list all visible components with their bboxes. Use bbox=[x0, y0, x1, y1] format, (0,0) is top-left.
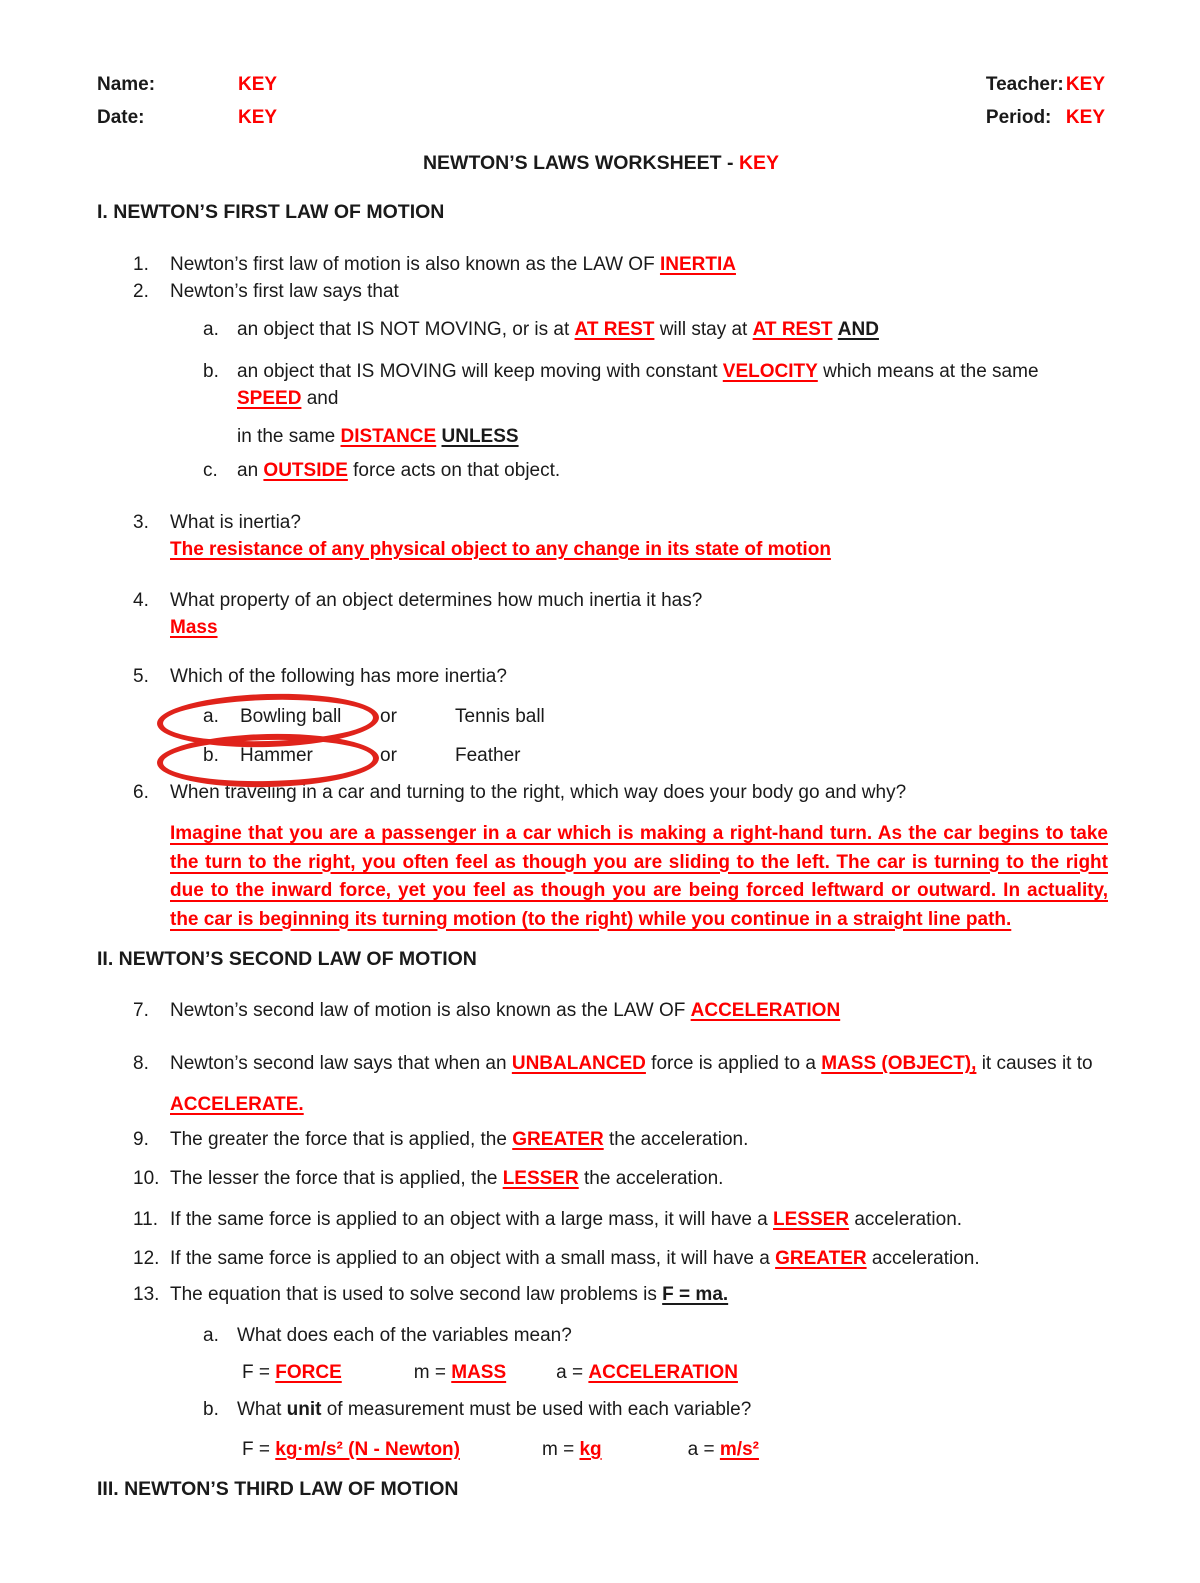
option-a-choice: Bowling ball bbox=[240, 706, 342, 727]
question-7 bbox=[133, 997, 1105, 1024]
f-unit-group: F = kg·m/s² (N - Newton) bbox=[242, 1439, 460, 1460]
period-value: KEY bbox=[1065, 107, 1105, 128]
answer-inertia: INERTIA bbox=[659, 254, 736, 275]
question-13a-letter: a. bbox=[203, 1325, 219, 1346]
answer-unbalanced: UNBALANCED bbox=[511, 1053, 646, 1074]
question-1-text: Newton’s first law of motion is also known as the LAW OF INERTIA bbox=[170, 254, 736, 275]
question-13b-letter: b. bbox=[203, 1399, 219, 1420]
question-9 bbox=[133, 1126, 1105, 1153]
equation-f-ma: F = ma. bbox=[662, 1284, 729, 1305]
question-12-number: 12. bbox=[133, 1248, 160, 1269]
option-a-letter: a. bbox=[203, 706, 219, 727]
question-2 bbox=[133, 278, 1105, 305]
question-13b bbox=[203, 1396, 1105, 1423]
emphasis-unit: unit bbox=[286, 1399, 322, 1420]
option-b-choice: Hammer bbox=[240, 745, 313, 766]
question-8-text: Newton’s second law says that when an UNBALANCED force is applied to a MASS (OBJECT), it causes it to bbox=[170, 1053, 1093, 1074]
worksheet-title-key: KEY bbox=[738, 152, 780, 174]
question-6-text: When traveling in a car and turning to the right, which way does your body go and why? bbox=[170, 782, 907, 803]
answer-greater-12: GREATER bbox=[775, 1248, 867, 1269]
answer-mass-object: MASS (OBJECT), bbox=[821, 1053, 977, 1074]
section-1-heading: I. NEWTON’S FIRST LAW OF MOTION bbox=[97, 201, 445, 223]
answer-distance: DISTANCE bbox=[340, 426, 437, 447]
question-2b-text: an object that IS MOVING will keep moving with constant VELOCITY which means at the same SPEED and bbox=[237, 361, 1039, 409]
question-6-number: 6. bbox=[133, 782, 149, 803]
option-b-or: or bbox=[380, 745, 397, 766]
option-a-alt: Tennis ball bbox=[455, 706, 545, 727]
question-10 bbox=[133, 1165, 1105, 1192]
header-right bbox=[986, 68, 1105, 134]
option-a-or: or bbox=[380, 706, 397, 727]
question-2b bbox=[203, 358, 1105, 412]
period-row bbox=[986, 101, 1105, 134]
option-b-letter: b. bbox=[203, 745, 219, 766]
answer-acceleration: ACCELERATION bbox=[690, 1000, 841, 1021]
question-13a-text: What does each of the variables mean? bbox=[237, 1325, 572, 1346]
header bbox=[97, 68, 1105, 134]
answer-acceleration-var: ACCELERATION bbox=[588, 1362, 738, 1383]
answer-mass: Mass bbox=[170, 617, 218, 638]
question-3 bbox=[133, 509, 1105, 563]
question-5-text: Which of the following has more inertia? bbox=[170, 666, 507, 687]
question-13-number: 13. bbox=[133, 1284, 160, 1305]
question-2a-letter: a. bbox=[203, 319, 219, 340]
question-5 bbox=[133, 663, 1105, 690]
question-3-number: 3. bbox=[133, 512, 149, 533]
question-13b-text: What unit of measurement must be used with each variable? bbox=[237, 1399, 752, 1420]
answer-velocity: VELOCITY bbox=[722, 361, 818, 382]
question-4-number: 4. bbox=[133, 590, 149, 611]
name-label: Name: bbox=[97, 74, 156, 95]
option-b-alt: Feather bbox=[455, 745, 521, 766]
answer-lesser-10: LESSER bbox=[502, 1168, 579, 1189]
question-4 bbox=[133, 587, 1105, 641]
question-13a bbox=[203, 1322, 1105, 1349]
section-2-heading: II. NEWTON’S SECOND LAW OF MOTION bbox=[97, 948, 477, 970]
question-2c-letter: c. bbox=[203, 460, 218, 481]
question-2-text: Newton’s first law says that bbox=[170, 281, 399, 302]
question-4-text: What property of an object determines how much inertia it has? Mass bbox=[170, 590, 703, 638]
variables-meaning-row bbox=[242, 1359, 1105, 1386]
question-1 bbox=[133, 251, 1105, 278]
date-label: Date: bbox=[97, 107, 145, 128]
question-8-number: 8. bbox=[133, 1053, 149, 1074]
teacher-label: Teacher: bbox=[985, 74, 1064, 95]
answer-at-rest-2: AT REST bbox=[752, 319, 833, 340]
question-10-number: 10. bbox=[133, 1168, 160, 1189]
name-value: KEY bbox=[238, 74, 278, 95]
question-3-text: What is inertia? The resistance of any physical object to any change in its state of motion bbox=[170, 512, 831, 560]
question-6 bbox=[133, 779, 1105, 806]
date-row bbox=[97, 101, 277, 134]
worksheet-title-text: NEWTON’S LAWS WORKSHEET - bbox=[422, 152, 739, 174]
m-unit-group: m = kg bbox=[541, 1439, 602, 1460]
name-row bbox=[97, 68, 277, 101]
period-label: Period: bbox=[985, 107, 1052, 128]
question-12-text: If the same force is applied to an object with a small mass, it will have a GREATER acceleration. bbox=[170, 1248, 980, 1269]
question-7-text: Newton’s second law of motion is also known as the LAW OF ACCELERATION bbox=[170, 1000, 841, 1021]
m-group: m = MASS bbox=[413, 1362, 507, 1383]
question-13 bbox=[133, 1281, 1105, 1308]
question-8 bbox=[133, 1050, 1105, 1077]
emphasis-unless: UNLESS bbox=[441, 426, 519, 447]
answer-kg-unit: kg bbox=[579, 1439, 602, 1460]
question-2b-line2: in the same DISTANCE UNLESS bbox=[237, 426, 519, 447]
worksheet-title bbox=[97, 150, 1105, 177]
answer-force: FORCE bbox=[275, 1362, 342, 1383]
section-3-heading: III. NEWTON’S THIRD LAW OF MOTION bbox=[97, 1478, 459, 1500]
answer-accelerate: ACCELERATE. bbox=[170, 1094, 304, 1115]
teacher-value: KEY bbox=[1065, 74, 1105, 95]
answer-outside: OUTSIDE bbox=[263, 460, 348, 481]
question-12 bbox=[133, 1245, 1105, 1272]
question-2b-letter: b. bbox=[203, 361, 219, 382]
a-group: a = ACCELERATION bbox=[556, 1362, 738, 1383]
teacher-row bbox=[986, 68, 1105, 101]
answer-greater-9: GREATER bbox=[512, 1129, 604, 1150]
question-11 bbox=[133, 1206, 1105, 1233]
question-10-text: The lesser the force that is applied, the LESSER the acceleration. bbox=[170, 1168, 724, 1189]
answer-at-rest-1: AT REST bbox=[574, 319, 655, 340]
answer-newton-unit: kg·m/s² (N - Newton) bbox=[275, 1439, 460, 1460]
header-left bbox=[97, 68, 277, 134]
question-2a-text: an object that IS NOT MOVING, or is at AT REST will stay at AT REST AND bbox=[237, 319, 879, 340]
answer-speed: SPEED bbox=[237, 388, 302, 409]
question-2a bbox=[203, 316, 1105, 343]
f-group: F = FORCE bbox=[242, 1362, 342, 1383]
answer-6-paragraph: Imagine that you are a passenger in a car which is making a right-hand turn. As the car begins to take the turn to the right, you often feel as though you are sliding to the left. The car is turning to the right due to the inward force, yet you feel as though you are being forced leftward or outward. In actuality, the car is beginning its turning motion (to the right) while you continue in a straight line path. bbox=[170, 823, 1108, 930]
emphasis-and: AND bbox=[837, 319, 879, 340]
question-2c-text: an OUTSIDE force acts on that object. bbox=[237, 460, 561, 481]
answer-mass-var: MASS bbox=[451, 1362, 507, 1383]
option-row-b bbox=[203, 742, 1105, 769]
a-unit-group: a = m/s² bbox=[687, 1439, 759, 1460]
question-2-number: 2. bbox=[133, 281, 149, 302]
question-13-text: The equation that is used to solve second law problems is F = ma. bbox=[170, 1284, 729, 1305]
question-11-number: 11. bbox=[133, 1209, 159, 1230]
date-value: KEY bbox=[238, 107, 278, 128]
variables-units-row bbox=[242, 1436, 1105, 1463]
question-5-options bbox=[203, 703, 1105, 769]
option-row-a bbox=[203, 703, 1105, 730]
question-2c bbox=[203, 457, 1105, 484]
question-9-number: 9. bbox=[133, 1129, 149, 1150]
answer-3: The resistance of any physical object to any change in its state of motion bbox=[170, 539, 831, 560]
question-8-line2 bbox=[170, 1091, 1105, 1118]
answer-ms2-unit: m/s² bbox=[719, 1439, 759, 1460]
question-11-text: If the same force is applied to an object with a large mass, it will have a LESSER acceleration. bbox=[170, 1209, 963, 1230]
question-9-text: The greater the force that is applied, the GREATER the acceleration. bbox=[170, 1129, 749, 1150]
answer-lesser-11: LESSER bbox=[773, 1209, 850, 1230]
question-5-number: 5. bbox=[133, 666, 149, 687]
question-7-number: 7. bbox=[133, 1000, 149, 1021]
question-1-number: 1. bbox=[133, 254, 149, 275]
